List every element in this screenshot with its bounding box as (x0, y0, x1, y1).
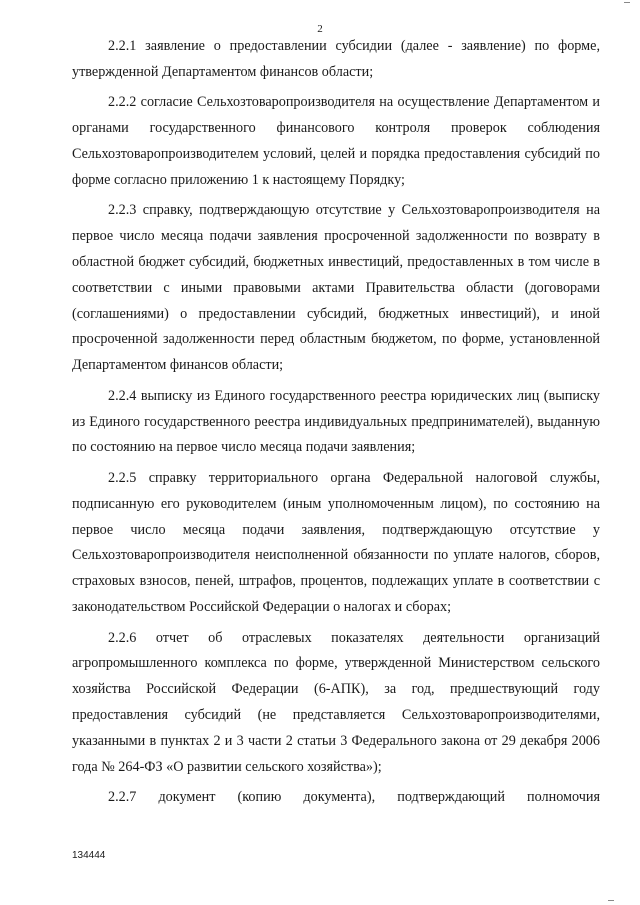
paragraph-2-2-1: 2.2.1 заявление о предоставлении субсидии (далее - заявление) по форме, утвержденной Департаментом финансов области; (72, 38, 600, 80)
paragraph-2-2-5: 2.2.5 справку территориального органа Федеральной налоговой службы, подписанную его руководителем (иным уполномоченным лицом), по состоянию на первое число месяца подачи заявления, подтверждающую отсутствие у Сельхозтоваропроизводителя неисполненной обязанности по уплате налогов, сборов, страховых взносов, пеней, штрафов, процентов, подлежащих уплате в соответствии с законодательством Российской Федерации о налогах и сборах; (72, 469, 600, 615)
paragraph-2-2-3: 2.2.3 справку, подтверждающую отсутствие у Сельхозтоваропроизводителя на первое число месяца подачи заявления просроченной задолженности по возврату в областной бюджет субсидий, бюджетных инвестиций, предоставленных в том числе в соответствии с иными правовыми актами Правительства области (договорами (соглашениями) о предоставлении субсидий, бюджетных инвестиций), и иной просроченной задолженности перед областным бюджетом, по форме, установленной Департаментом финансов области; (72, 202, 600, 374)
scan-mark (608, 900, 614, 901)
scan-mark (624, 2, 630, 3)
paragraph-2-2-2: 2.2.2 согласие Сельхозтоваропроизводителя на осуществление Департаментом и органами государственного финансового контроля проверок соблюдения Сельхозтоваропроизводителем условий, целей и порядка предоставления субсидий по форме согласно приложению 1 к настоящему Порядку; (72, 94, 600, 188)
document-body (72, 34, 600, 816)
page-number: 2 (317, 23, 323, 35)
paragraph-2-2-4: 2.2.4 выписку из Единого государственного реестра юридических лиц (выписку из Единого государственного реестра индивидуальных предпринимателей), выданную по состоянию на первое число месяца подачи заявления; (72, 387, 600, 456)
paragraph-2-2-7: 2.2.7 документ (копию документа), подтверждающий полномочия (108, 789, 600, 806)
document-code: 134444 (72, 850, 106, 861)
paragraph-2-2-6: 2.2.6 отчет об отраслевых показателях деятельности организаций агропромышленного комплекса по форме, утвержденной Министерством сельского хозяйства Российской Федерации (6-АПК), за год, предшествующий году предоставления субсидий (не представляется Сельхозтоваропроизводителями, указанными в пунктах 2 и 3 части 2 статьи 3 Федерального закона от 29 декабря 2006 года № 264-ФЗ «О развитии сельского хозяйства»); (72, 629, 600, 775)
